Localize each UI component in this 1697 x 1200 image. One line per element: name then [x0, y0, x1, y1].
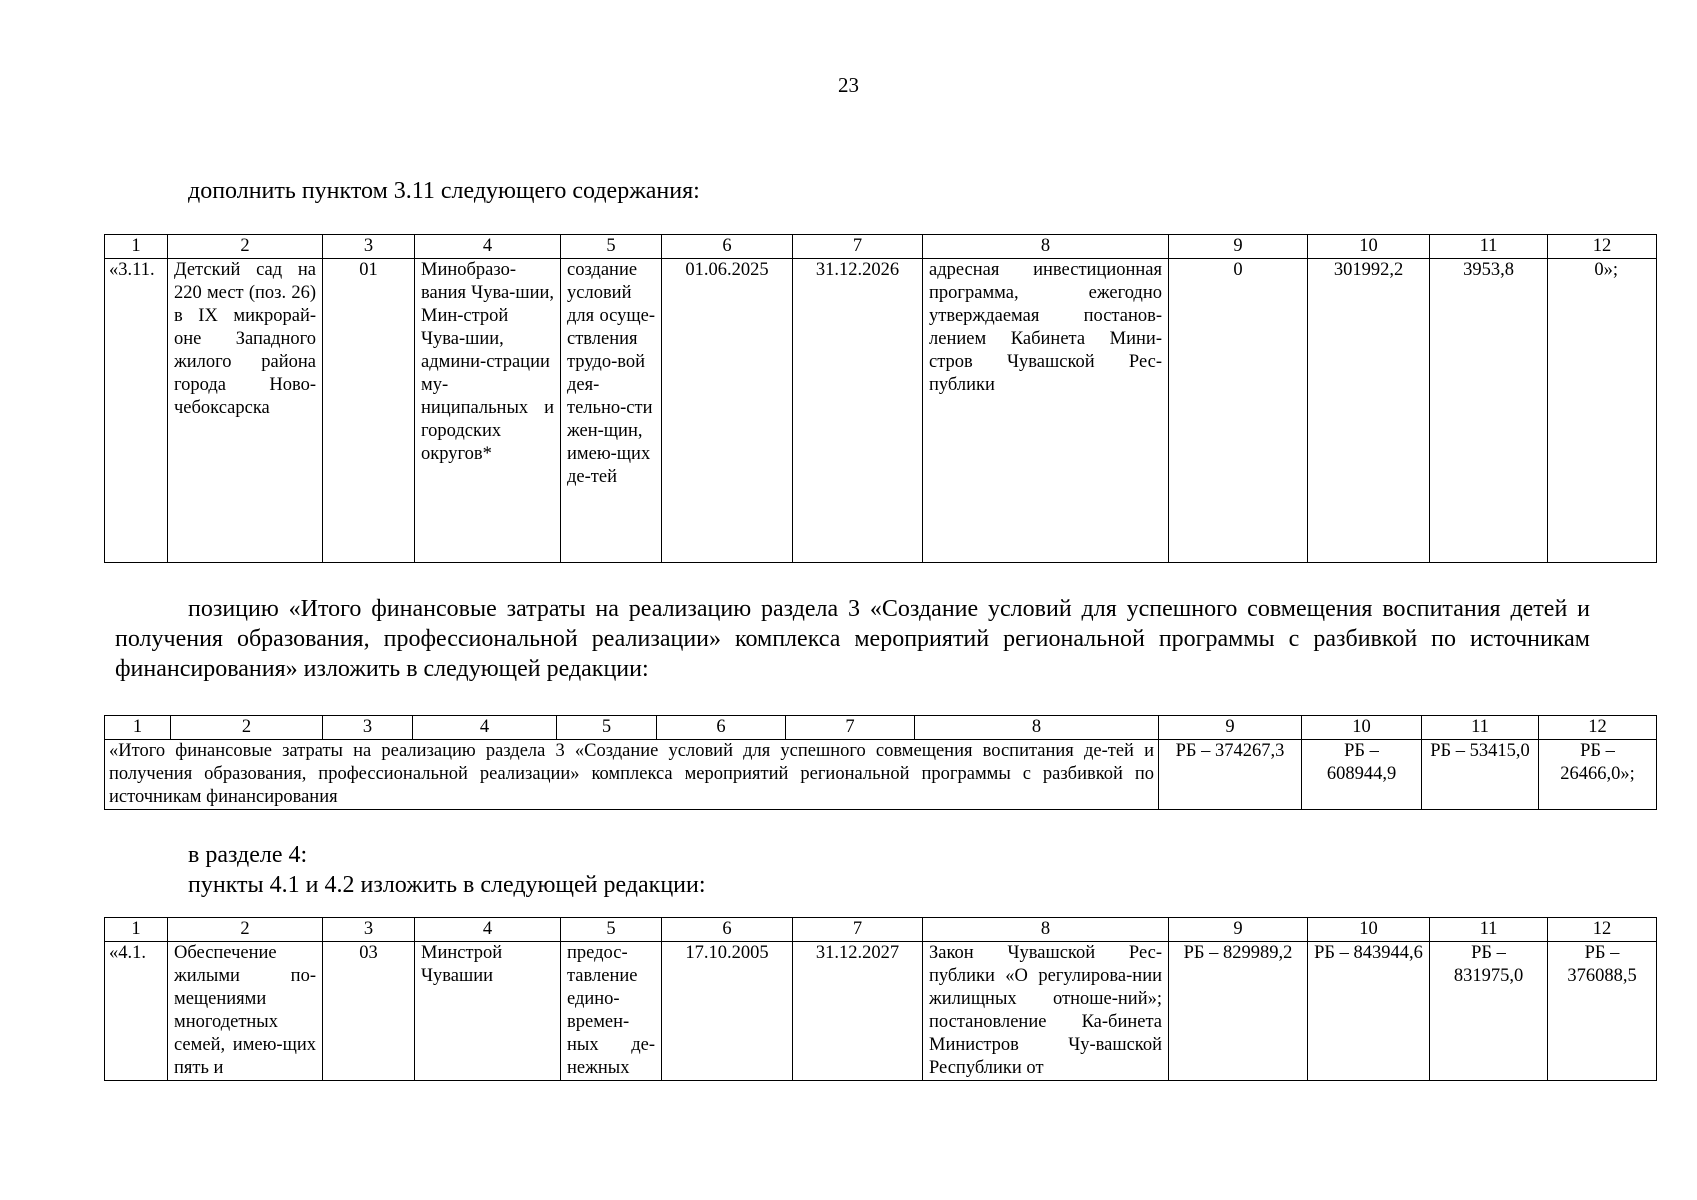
header-cell: 8: [923, 918, 1169, 942]
value-cell-9: 0: [1169, 259, 1308, 563]
header-cell: 9: [1169, 918, 1308, 942]
section-4-block: [188, 840, 706, 900]
table-header-row: [105, 918, 1657, 942]
value-cell-9: РБ – 829989,2: [1169, 942, 1308, 1081]
value-cell-12: РБ – 26466,0»;: [1539, 740, 1657, 810]
section-4-title: в разделе 4:: [188, 842, 308, 868]
basis-cell: Закон Чувашской Рес-публики «О регулирова-нии жилищных отноше-ний»; постановление Ка-бинета Министров Чу-вашской Республики от: [923, 942, 1169, 1081]
header-cell: 11: [1430, 235, 1548, 259]
total-label-cell: «Итого финансовые затраты на реализацию раздела 3 «Создание условий для успешного совмещения воспитания де-тей и получения образования, профессиональной реализации» комплекса мероприятий региональной программы с разбивкой по источникам финансирования: [105, 740, 1159, 810]
purpose-cell: предос-тавление едино-времен-ных де-нежных: [561, 942, 662, 1081]
table-row: [105, 740, 1657, 810]
header-cell: 6: [662, 235, 793, 259]
header-cell: 2: [168, 918, 323, 942]
table-header-row: [105, 235, 1657, 259]
header-cell: 2: [171, 716, 323, 740]
header-cell: 7: [786, 716, 915, 740]
header-cell: 5: [561, 918, 662, 942]
value-cell-12: РБ – 376088,5: [1548, 942, 1657, 1081]
header-cell: 6: [662, 918, 793, 942]
header-cell: 11: [1422, 716, 1539, 740]
value-cell-9: РБ – 374267,3: [1159, 740, 1302, 810]
intro-paragraph: дополнить пунктом 3.11 следующего содержания:: [188, 178, 700, 204]
header-cell: 4: [415, 918, 561, 942]
header-cell: 12: [1548, 918, 1657, 942]
purpose-cell: создание условий для осуще-ствления трудо-вой дея-тельно-сти жен-щин, имею-щих де-тей: [561, 259, 662, 563]
header-cell: 3: [323, 235, 415, 259]
value-cell-11: 3953,8: [1430, 259, 1548, 563]
header-cell: 6: [657, 716, 786, 740]
header-cell: 12: [1548, 235, 1657, 259]
total-position-paragraph: позицию «Итого финансовые затраты на реализацию раздела 3 «Создание условий для успешного совмещения воспитания детей и получения образования, профессиональной реализации» комплекса мероприятий региональной программы с разбивкой по источникам финансирования» изложить в следующей редакции:: [115, 596, 1590, 682]
table-row: [105, 942, 1657, 1081]
header-cell: 1: [105, 235, 168, 259]
header-cell: 8: [915, 716, 1159, 740]
value-cell-10: РБ – 608944,9: [1302, 740, 1422, 810]
header-cell: 4: [415, 235, 561, 259]
value-cell-10: 301992,2: [1308, 259, 1430, 563]
code-cell: 03: [323, 942, 415, 1081]
executor-cell: Минстрой Чувашии: [415, 942, 561, 1081]
table-row: [105, 259, 1657, 563]
header-cell: 3: [323, 918, 415, 942]
header-cell: 5: [557, 716, 657, 740]
table-item-4-1: [104, 917, 1657, 1081]
header-cell: 10: [1302, 716, 1422, 740]
item-number-cell: «4.1.: [105, 942, 168, 1081]
header-cell: 10: [1308, 918, 1430, 942]
value-cell-12: 0»;: [1548, 259, 1657, 563]
header-cell: 9: [1169, 235, 1308, 259]
header-cell: 10: [1308, 235, 1430, 259]
header-cell: 4: [413, 716, 557, 740]
header-cell: 7: [793, 918, 923, 942]
basis-cell: адресная инвестиционная программа, ежегодно утверждаемая постанов-лением Кабинета Мини-стров Чувашской Рес-публики: [923, 259, 1169, 563]
start-date-cell: 01.06.2025: [662, 259, 793, 563]
table-header-row: [105, 716, 1657, 740]
item-number-cell: «3.11.: [105, 259, 168, 563]
header-cell: 2: [168, 235, 323, 259]
header-cell: 1: [105, 918, 168, 942]
table-total: [104, 715, 1657, 810]
header-cell: 8: [923, 235, 1169, 259]
item-name-cell: Детский сад на 220 мест (поз. 26) в IX микрорай-оне Западного жилого района города Ново-чебоксарска: [168, 259, 323, 563]
header-cell: 9: [1159, 716, 1302, 740]
code-cell: 01: [323, 259, 415, 563]
start-date-cell: 17.10.2005: [662, 942, 793, 1081]
value-cell-11: РБ – 53415,0: [1422, 740, 1539, 810]
header-cell: 1: [105, 716, 171, 740]
page-number: 23: [838, 73, 859, 97]
header-cell: 12: [1539, 716, 1657, 740]
value-cell-11: РБ – 831975,0: [1430, 942, 1548, 1081]
header-cell: 3: [323, 716, 413, 740]
header-cell: 7: [793, 235, 923, 259]
item-name-cell: Обеспечение жилыми по-мещениями многодетных семей, имею-щих пять и: [168, 942, 323, 1081]
value-cell-10: РБ – 843944,6: [1308, 942, 1430, 1081]
section-4-instruction: пункты 4.1 и 4.2 изложить в следующей редакции:: [188, 872, 706, 898]
header-cell: 11: [1430, 918, 1548, 942]
executor-cell: Минобразо-вания Чува-шии, Мин-строй Чува-шии, админи-страции му-ниципальных и городских округов*: [415, 259, 561, 563]
table-item-3-11: [104, 234, 1657, 563]
end-date-cell: 31.12.2027: [793, 942, 923, 1081]
end-date-cell: 31.12.2026: [793, 259, 923, 563]
header-cell: 5: [561, 235, 662, 259]
